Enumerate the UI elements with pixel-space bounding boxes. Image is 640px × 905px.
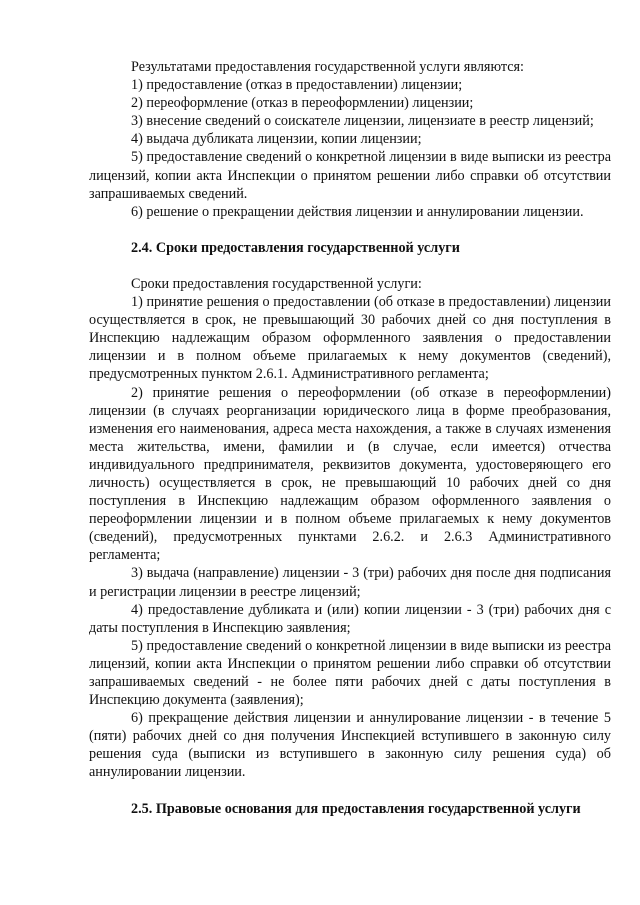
term-item-5: 5) предоставление сведений о конкретной лицензии в виде выписки из реестра лицензий, копии акта Инспекции о принятом решении либо справки об отсутствии запрашиваемых сведений - не более пяти рабочих дней с даты поступления в Инспекцию документа (заявления); [89, 637, 611, 709]
term-item-3: 3) выдача (направление) лицензии - 3 (три) рабочих дня после дня подписания и регистрации лицензии в реестре лицензий; [89, 565, 611, 600]
section-2-4-intro: Сроки предоставления государственной услуги: [131, 275, 422, 292]
result-item-4: 4) выдача дубликата лицензии, копии лицензии; [131, 131, 422, 148]
term-item-2: 2) принятие решения о переоформлении (об отказе в переоформлении) лицензии (в случаях реорганизации юридического лица в форме преобразования, изменения его наименования, адреса места нахождения, а также в случаях изменения места жительства, имени, фамилии и (в случае, если имеется) отчества индивидуального предпринимателя, реквизитов документа, удостоверяющего его личность) осуществляется в срок, не превышающий 10 рабочих дней со дня поступления в Инспекцию надлежащим образом оформленного заявления о переоформлении лицензии и в полном объеме прилагаемых к нему документов (сведений), предусмотренных пунктами 2.6.2. и 2.6.3 Административного регламента; [89, 384, 611, 564]
term-item-6: 6) прекращение действия лицензии и аннулирование лицензии - в течение 5 (пяти) рабочих дней со дня получения Инспекцией вступившего в законную силу решения суда (выписки из вступившего в законную силу решения суда) об аннулировании лицензии. [89, 710, 611, 781]
result-item-5: 5) предоставление сведений о конкретной лицензии в виде выписки из реестра лицензий, копии акта Инспекции о принятом решении либо справки об отсутствии запрашиваемых сведений. [89, 149, 611, 202]
result-item-2: 2) переоформление (отказ в переоформлении) лицензии; [131, 95, 474, 112]
term-item-1: 1) принятие решения о предоставлении (об отказе в предоставлении) лицензии осуществляется в срок, не превышающий 30 рабочих дней со дня поступления в Инспекцию надлежащим образом оформленного заявления о предоставлении лицензии и в полном объеме прилагаемых к нему документов (сведений), предусмотренных пунктом 2.6.1. Административного регламента; [89, 294, 611, 383]
section-2-4-heading: 2.4. Сроки предоставления государственной услуги [131, 239, 460, 256]
result-item-6: 6) решение о прекращении действия лицензии и аннулировании лицензии. [131, 203, 584, 220]
result-item-1: 1) предоставление (отказ в предоставлении) лицензии; [131, 77, 463, 94]
document-body [89, 58, 611, 818]
section-2-5-heading: 2.5. Правовые основания для предоставления государственной услуги [131, 800, 581, 817]
term-item-4: 4) предоставление дубликата и (или) копии лицензии - 3 (три) рабочих дня с даты поступления в Инспекцию заявления; [89, 601, 611, 636]
results-intro: Результатами предоставления государственной услуги являются: [131, 59, 525, 75]
result-item-3: 3) внесение сведений о соискателе лицензии, лицензиате в реестр лицензий; [131, 113, 594, 130]
